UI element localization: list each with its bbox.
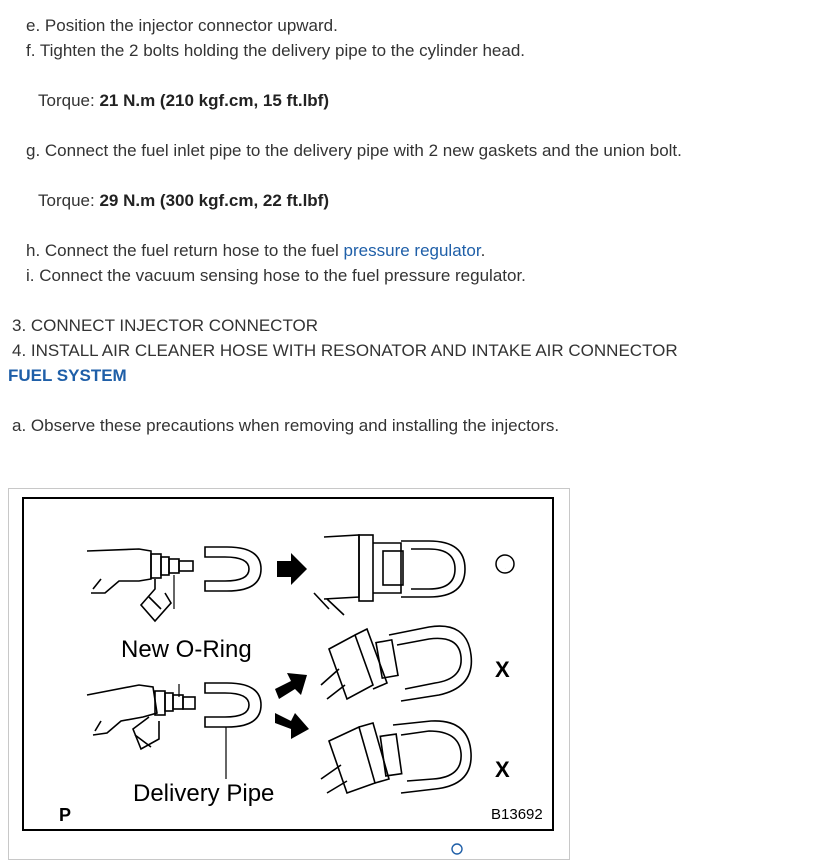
injector-illustration [9,489,571,861]
step-h-text: h. Connect the fuel return hose to the fuel [26,241,344,260]
zoom-icon [452,844,462,854]
pressure-regulator-link[interactable]: pressure regulator [343,241,481,260]
torque-label: Torque: [38,91,100,110]
torque-value: 29 N.m (300 kgf.cm, 22 ft.lbf) [99,191,330,210]
figure-border [23,498,553,830]
ok-mark-text: ○ [505,569,506,570]
ok-mark [496,555,514,573]
torque-spec-1 [38,91,329,111]
step-g: g. Connect the fuel inlet pipe to the delivery pipe with 2 new gaskets and the union bolt. [26,141,682,160]
bad-mark-1: X [495,657,510,682]
main-step-3: 3. CONNECT INJECTOR CONNECTOR [12,316,319,335]
label-new-oring: New O-Ring [121,636,252,663]
bad-mark-2: X [495,757,510,782]
step-h [26,241,485,261]
step-e: e. Position the injector connector upward. [26,16,338,35]
torque-value: 21 N.m (210 kgf.cm, 15 ft.lbf) [99,91,330,110]
figure-code: B13692 [491,806,543,823]
step-i: i. Connect the vacuum sensing hose to the fuel pressure regulator. [26,266,526,285]
step-h-suffix: . [480,241,486,260]
substep-a: a. Observe these precautions when removing and installing the injectors. [12,416,560,435]
label-delivery-pipe: Delivery Pipe [133,780,275,807]
section-title-fuel-system[interactable]: FUEL SYSTEM [8,366,127,385]
label-p: P [59,805,72,825]
injector-figure [8,488,570,860]
torque-spec-2 [38,191,329,211]
torque-label: Torque: [38,191,100,210]
step-f: f. Tighten the 2 bolts holding the delivery pipe to the cylinder head. [26,41,525,60]
main-step-4: 4. INSTALL AIR CLEANER HOSE WITH RESONATOR AND INTAKE AIR CONNECTOR [12,341,678,360]
